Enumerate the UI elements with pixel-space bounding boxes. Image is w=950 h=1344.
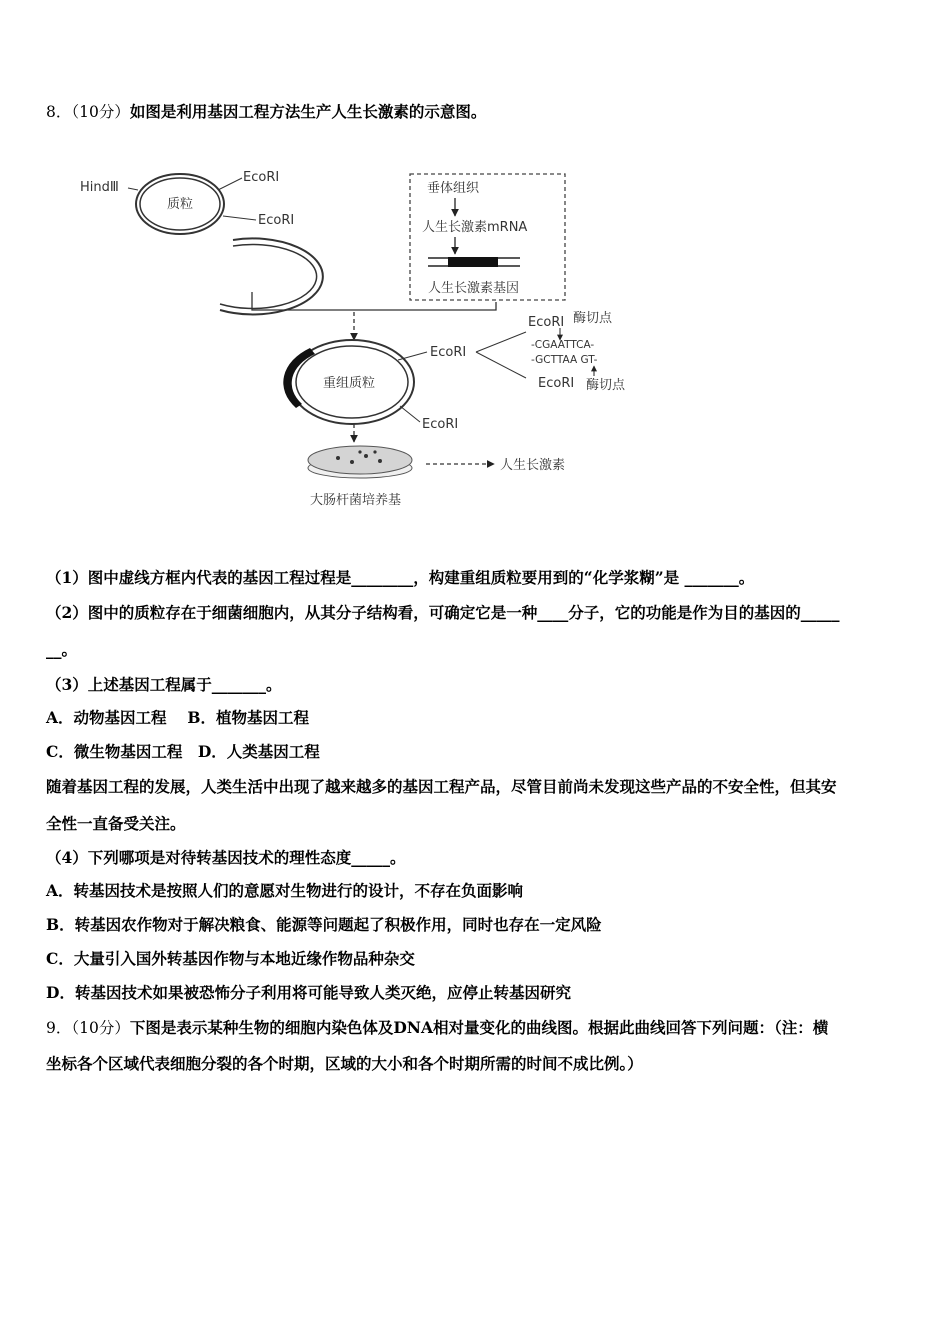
- detail-line-bottom: [476, 352, 526, 378]
- sequence-bottom: -GCTTAA GT-: [531, 354, 598, 366]
- mrna-label: 人生长激素mRNA: [422, 220, 528, 235]
- question-8-intro-line-1: 随着基因工程的发展，人类生活中出现了越来越多的基因工程产品，尽管目前尚未发现这些产品的不安全性，但其安: [46, 777, 837, 796]
- gene-label: 人生长激素基因: [428, 281, 520, 296]
- detail-line-top: [476, 332, 526, 352]
- question-8-part-3: （3）上述基因工程属于_______。: [46, 675, 282, 694]
- question-8-part-3-options-cd: C．微生物基因工程 D．人类基因工程: [46, 742, 320, 761]
- ecori-label-detail-top: EcoRI: [528, 315, 565, 330]
- ecori-label-detail-bottom: EcoRI: [538, 376, 575, 391]
- question-8-part-4-option-c: C．大量引入国外转基因作物与本地近缘作物品种杂交: [46, 949, 415, 968]
- question-9-number: 9．（10分）: [46, 1019, 130, 1037]
- cut-site-label-top: 酶切点: [573, 311, 613, 326]
- question-8-stem: 如图是利用基因工程方法生产人生长激素的示意图。: [129, 102, 487, 121]
- recombinant-plasmid-label: 重组质粒: [322, 376, 376, 391]
- hormone-label: 人生长激素: [500, 458, 566, 473]
- gene-segment: [428, 257, 520, 267]
- gene-engineering-diagram: [70, 160, 650, 520]
- question-8-title: [46, 102, 486, 122]
- ecoli-medium-label: 大肠杆菌培养基: [310, 493, 402, 508]
- question-8-part-2: （2）图中的质粒存在于细菌细胞内，从其分子结构看，可确定它是一种____分子，它的功能是作为目的基因的_____: [46, 603, 840, 622]
- question-8-part-3-options-ab: A．动物基因工程 B．植物基因工程: [46, 708, 310, 727]
- sequence-top: -CGAATTCA-: [531, 339, 595, 351]
- question-8-part-1: （1）图中虚线方框内代表的基因工程过程是________，构建重组质粒要用到的“化学浆糊”是 _______。: [46, 568, 755, 587]
- ecori-label-middle: EcoRI: [258, 213, 295, 228]
- ecori-label-top: EcoRI: [243, 170, 280, 185]
- question-9-line-2: 坐标各个区域代表细胞分裂的各个时期，区域的大小和各个时期所需的时间不成比例。）: [46, 1054, 643, 1073]
- question-8-part-4-option-b: B．转基因农作物对于解决粮食、能源等问题起了积极作用，同时也存在一定风险: [46, 915, 602, 934]
- pituitary-label: 垂体组织: [427, 181, 480, 196]
- question-8-part-4: （4）下列哪项是对待转基因技术的理性态度_____。: [46, 848, 406, 867]
- question-8-part-2-continued: __。: [46, 640, 78, 659]
- plasmid-label: 质粒: [166, 197, 194, 212]
- ecori-label-recombinant-bottom: EcoRI: [422, 417, 459, 432]
- question-8-part-4-option-a: A．转基因技术是按照人们的意愿对生物进行的设计，不存在负面影响: [46, 881, 524, 900]
- question-9-line-1: [46, 1018, 828, 1038]
- cut-site-label-bottom: 酶切点: [586, 378, 626, 393]
- petri-dish: [308, 446, 412, 478]
- hindiii-label: HindⅢ: [80, 180, 119, 195]
- cut-plasmid-arc: [220, 238, 323, 314]
- question-8-number: 8．（10分）: [46, 103, 130, 121]
- question-8-part-4-option-d: D．转基因技术如果被恐怖分子利用将可能导致人类灭绝，应停止转基因研究: [46, 983, 571, 1002]
- question-9-stem: 下图是表示某种生物的细胞内染色体及DNA相对量变化的曲线图。根据此曲线回答下列问题：（注：横: [129, 1018, 829, 1037]
- ecori-label-recombinant-top: EcoRI: [430, 345, 467, 360]
- question-8-intro-line-2: 全性一直备受关注。: [46, 814, 186, 833]
